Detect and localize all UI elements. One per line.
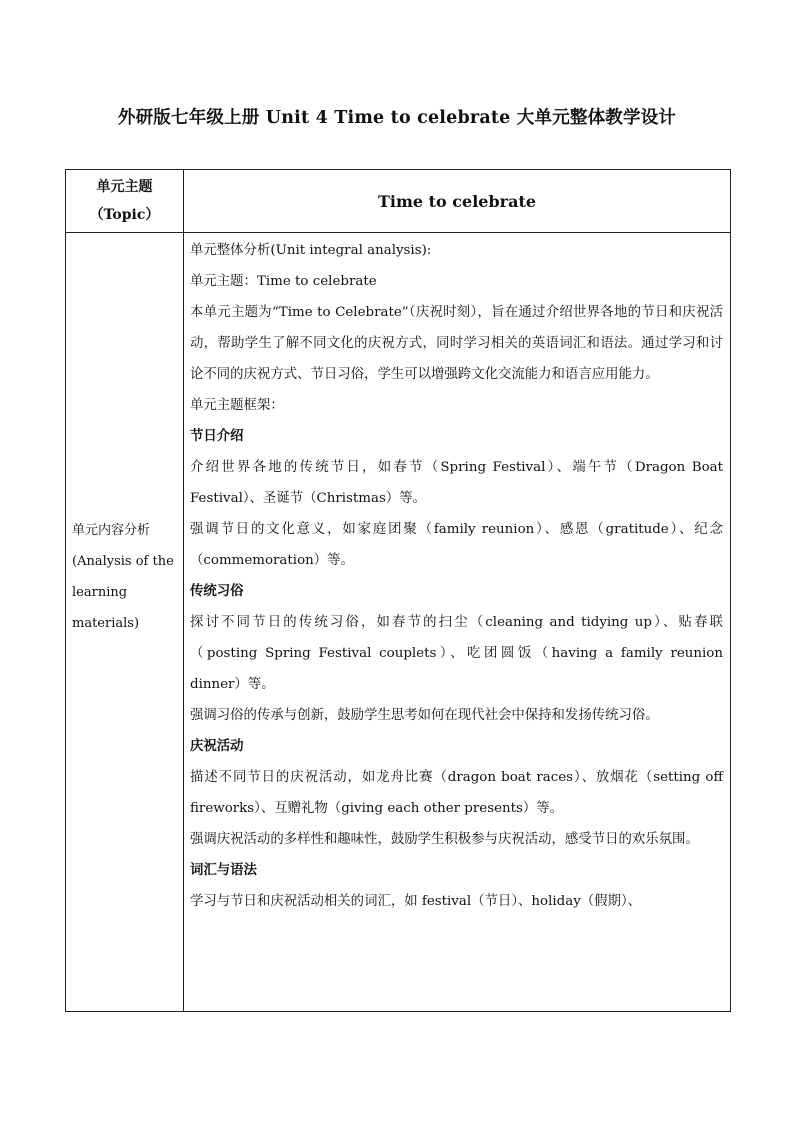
analysis-label-line: learning (72, 585, 128, 600)
section-heading: 词汇与语法 (190, 862, 257, 878)
analysis-content-cell (184, 233, 731, 1012)
unit-design-table (65, 169, 731, 1012)
analysis-label-line: materials) (72, 616, 140, 631)
content-paragraph: 本单元主题为“Time to Celebrate”（庆祝时刻），旨在通过介绍世界各地的节日和庆祝活动，帮助学生了解不同文化的庆祝方式，同时学习相关的英语词汇和语法。通过学习和讨论不同的庆祝方式、节日习俗，学生可以增强跨文化交流能力和语言应用能力。 (190, 305, 723, 382)
content-paragraph: 强调节日的文化意义，如家庭团聚（family reunion）、感恩（gratitude）、纪念（commemoration）等。 (190, 522, 723, 568)
topic-label-en: （Topic） (89, 207, 160, 223)
section-heading: 传统习俗 (190, 583, 244, 599)
section-heading: 节日介绍 (190, 428, 244, 444)
content-paragraph: 强调庆祝活动的多样性和趣味性，鼓励学生积极参与庆祝活动，感受节日的欢乐氛围。 (190, 832, 699, 847)
topic-label-cell (66, 170, 184, 233)
section-heading: 庆祝活动 (190, 738, 244, 754)
topic-value: Time to celebrate (377, 191, 537, 211)
content-paragraph: 单元整体分析(Unit integral analysis): (190, 243, 432, 258)
content-paragraph: 强调习俗的传承与创新，鼓励学生思考如何在现代社会中保持和发扬传统习俗。 (190, 708, 659, 723)
analysis-row (66, 233, 731, 1012)
content-paragraph: 探讨不同节日的传统习俗，如春节的扫尘（cleaning and tidying up）、贴春联（posting Spring Festival couplets）、吃团圆饭（having a family reunion dinner）等。 (190, 615, 723, 692)
analysis-content (184, 233, 730, 1011)
content-paragraph: 描述不同节日的庆祝活动，如龙舟比赛（dragon boat races）、放烟花（setting off fireworks）、互赠礼物（giving each other presents）等。 (190, 770, 723, 816)
content-paragraph: 单元主题：Time to celebrate (190, 274, 377, 289)
document-title: 外研版七年级上册 Unit 4 Time to celebrate 大单元整体教学设计 (117, 108, 677, 128)
analysis-label-cell (66, 233, 184, 1012)
topic-value-cell (184, 170, 731, 233)
content-paragraph: 单元主题框架： (190, 398, 284, 413)
topic-row (66, 170, 731, 233)
analysis-label-line: 单元内容分析 (72, 523, 151, 538)
content-paragraph: 学习与节日和庆祝活动相关的词汇，如 festival（节日）、holiday（假期）、 (190, 894, 642, 909)
content-paragraph: 介绍世界各地的传统节日，如春节（Spring Festival）、端午节（Dragon Boat Festival）、圣诞节（Christmas）等。 (190, 460, 723, 506)
topic-label-cn: 单元主题 (96, 179, 153, 195)
analysis-label-line: (Analysis of the (72, 554, 174, 569)
